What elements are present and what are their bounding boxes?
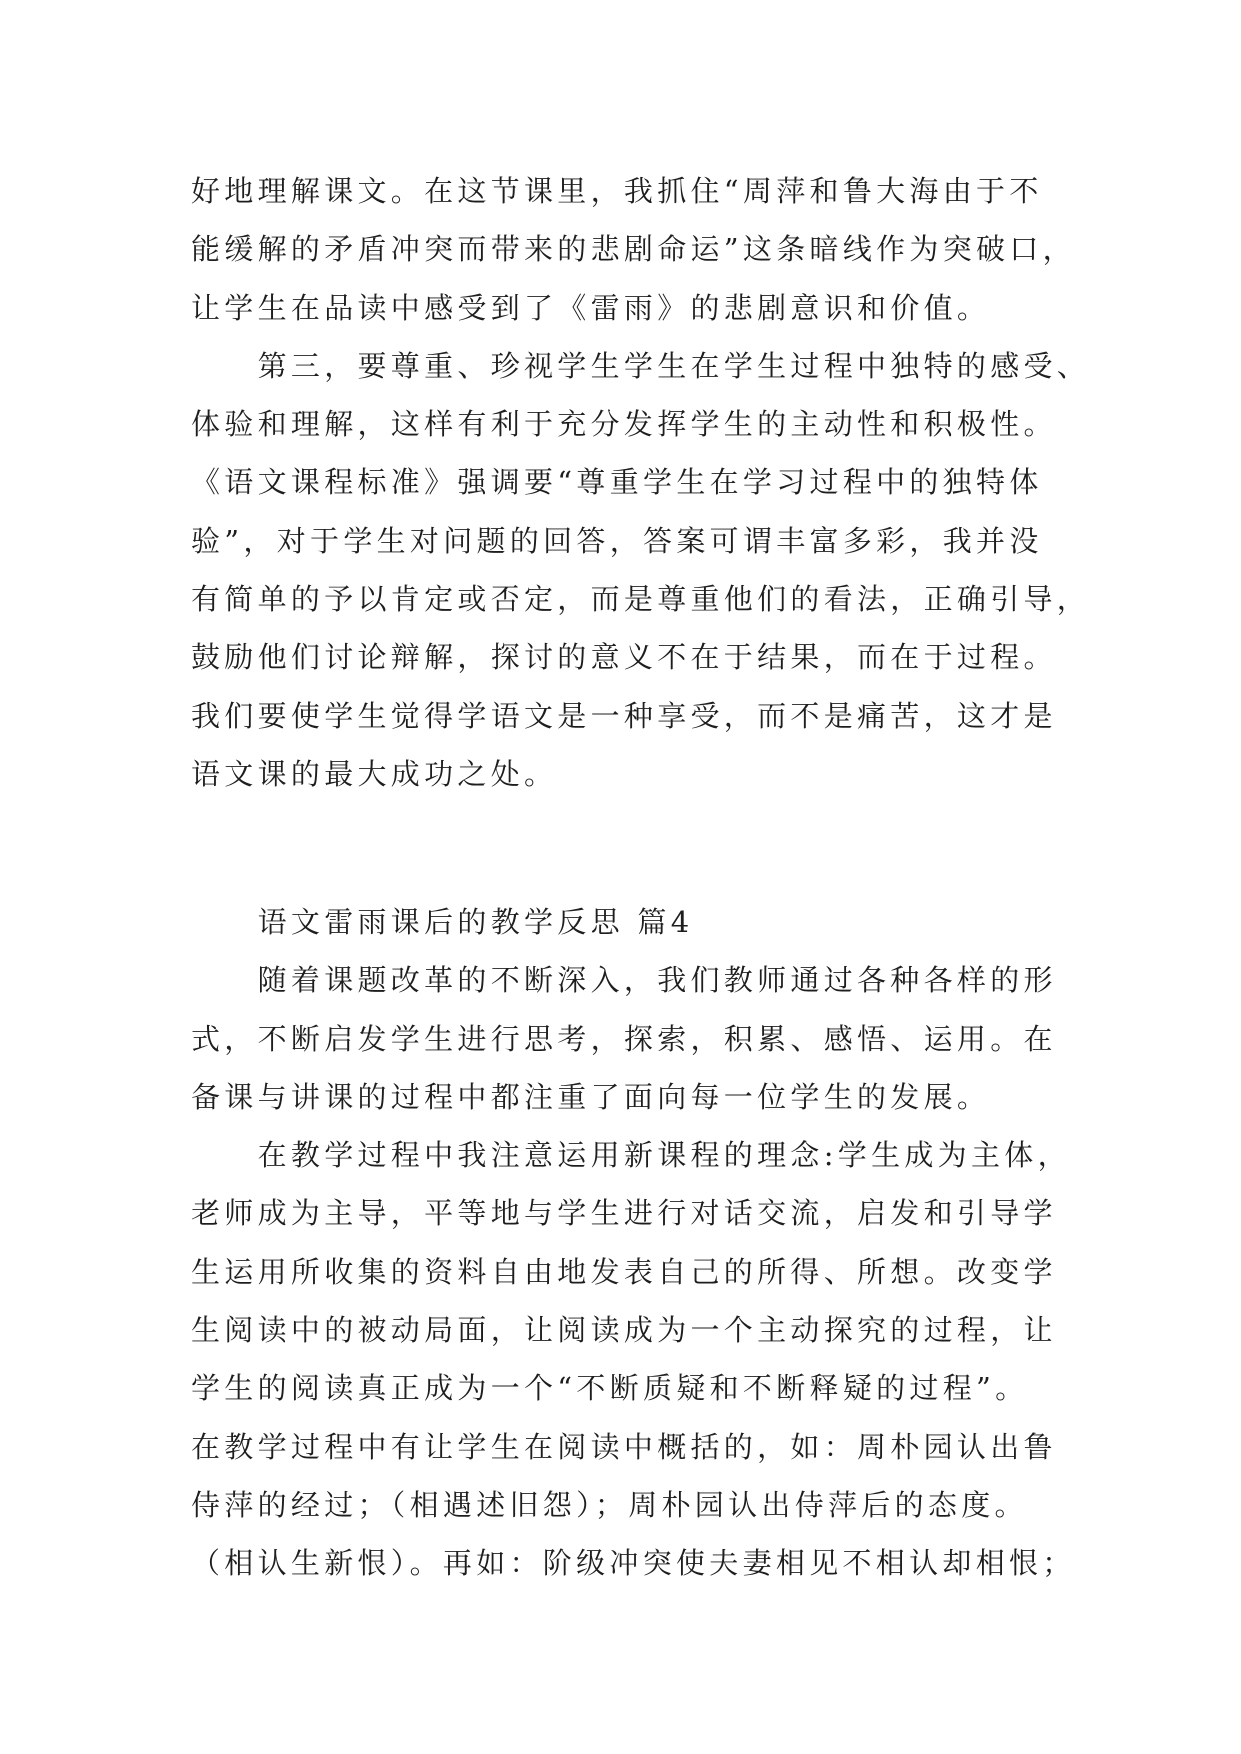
text-line: 验”，对于学生对问题的回答，答案可谓丰富多彩，我并没 <box>191 523 1043 558</box>
paragraph <box>191 951 1191 1126</box>
text-line: 侍萍的经过；（相遇述旧怨）；周朴园认出侍萍后的态度。 <box>191 1487 1028 1522</box>
text-line: （相认生新恨）。再如：阶级冲突使夫妻相见不相认却相恨； <box>191 1546 1076 1581</box>
text-line: 让学生在品读中感受到了《雷雨》的悲剧意识和价值。 <box>191 290 991 325</box>
text-line: 备课与讲课的过程中都注重了面向每一位学生的发展。 <box>191 1079 991 1114</box>
text-line: 学生的阅读真正成为一个“不断质疑和不断释疑的过程”。 <box>191 1371 1029 1406</box>
text-line: 生阅读中的被动局面，让阅读成为一个主动探究的过程，让 <box>191 1313 1057 1348</box>
text-section-before <box>191 162 1191 803</box>
text-line: 生运用所收集的资料自由地发表自己的所得、所想。改变学 <box>191 1254 1057 1289</box>
text-line: 鼓励他们讨论辩解，探讨的意义不在于结果，而在于过程。 <box>191 640 1057 675</box>
text-line: 语文课的最大成功之处。 <box>191 756 558 791</box>
paragraph <box>191 162 1191 337</box>
text-line: 式，不断启发学生进行思考，探索，积累、感悟、运用。在 <box>191 1021 1057 1056</box>
paragraph <box>191 1126 1191 1592</box>
text-line: 有简单的予以肯定或否定，而是尊重他们的看法，正确引导， <box>191 582 1091 617</box>
text-line: 能缓解的矛盾冲突而带来的悲剧命运”这条暗线作为突破口， <box>191 232 1076 267</box>
text-line: 好地理解课文。在这节课里，我抓住“周萍和鲁大海由于不 <box>191 174 1043 208</box>
text-line: 《语文课程标准》强调要“尊重学生在学习过程中的独特体 <box>191 465 1043 500</box>
text-line: 在教学过程中有让学生在阅读中概括的，如：周朴园认出鲁 <box>191 1429 1057 1464</box>
text-line: 老师成为主导，平等地与学生进行对话交流，启发和引导学 <box>191 1196 1057 1231</box>
text-section-after <box>191 893 1191 1593</box>
text-line: 体验和理解，这样有利于充分发挥学生的主动性和积极性。 <box>191 407 1057 442</box>
text-line: 第三，要尊重、珍视学生学生在学生过程中独特的感受、 <box>257 348 1091 383</box>
text-line: 在教学过程中我注意运用新课程的理念:学生成为主体， <box>257 1138 1071 1173</box>
section-heading: 语文雷雨课后的教学反思 篇4 <box>257 905 694 939</box>
text-line: 随着课题改革的不断深入，我们教师通过各种各样的形 <box>257 963 1057 998</box>
paragraph <box>191 337 1191 803</box>
text-line: 我们要使学生觉得学语文是一种享受，而不是痛苦，这才是 <box>191 698 1057 733</box>
